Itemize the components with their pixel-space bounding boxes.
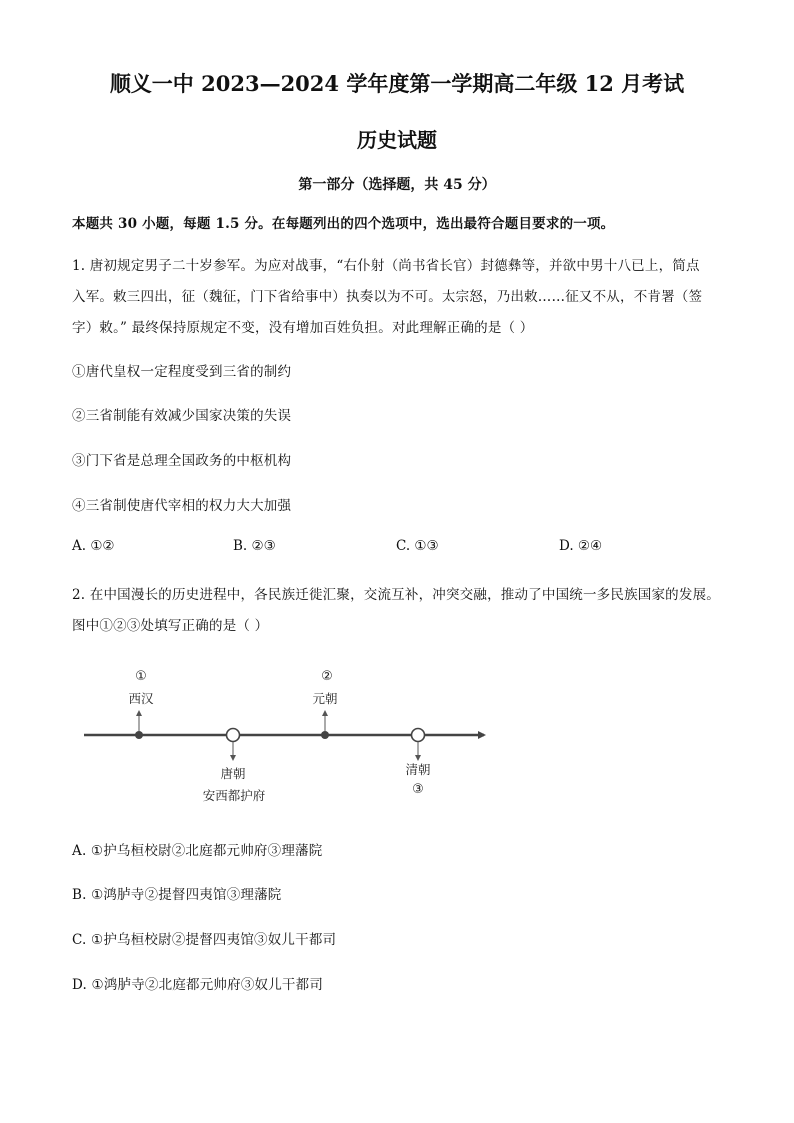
q1-stem-line-1: 1. 唐初规定男子二十岁参军。为应对战事，“右仆射（尚书省长官）封德彝等，并欲中男十八已上，简点 <box>72 258 700 274</box>
xihan-label: 西汉 <box>128 691 154 706</box>
q1-option-c[interactable]: C. ①③ <box>396 538 439 554</box>
q2-stem-line-2: 图中①②③处填写正确的是（ ） <box>72 618 269 634</box>
q1-statement-3: ③门下省是总理全国政务的中枢机构 <box>72 453 292 469</box>
q1-statement-1: ①唐代皇权一定程度受到三省的制约 <box>72 364 292 380</box>
q1-option-a[interactable]: A. ①② <box>72 538 115 554</box>
yuan-dot <box>321 731 329 739</box>
part-heading: 第一部分（选择题，共 45 分） <box>298 177 496 193</box>
xihan-marker: ① <box>135 669 147 684</box>
yuan-marker: ② <box>321 669 333 684</box>
q2-option-a[interactable]: A. ①护乌桓校尉②北庭都元帅府③理藩院 <box>72 843 323 859</box>
q1-option-d[interactable]: D. ②④ <box>559 538 603 554</box>
q1-statement-4: ④三省制使唐代宰相的权力大大加强 <box>72 498 292 514</box>
q1-stem-line-3: 字）敕。” 最终保持原规定不变，没有增加百姓负担。对此理解正确的是（ ） <box>72 320 534 336</box>
q2-option-d[interactable]: D. ①鸿胪寺②北庭都元帅府③奴儿干都司 <box>72 977 324 993</box>
tang-note: 安西都护府 <box>202 788 266 803</box>
subject-title: 历史试题 <box>357 128 437 152</box>
instruction-text: 本题共 30 小题，每题 1.5 分。在每题列出的四个选项中，选出最符合题目要求的一项。 <box>72 216 615 232</box>
q1-option-b[interactable]: B. ②③ <box>233 538 276 554</box>
tang-label: 唐朝 <box>220 766 246 781</box>
q2-option-b[interactable]: B. ①鸿胪寺②提督四夷馆③理藩院 <box>72 887 282 903</box>
q2-stem-line-1: 2. 在中国漫长的历史进程中，各民族迁徙汇聚，交流互补，冲突交融，推动了中国统一多民族国家的发展。 <box>72 587 720 603</box>
qing-marker: ③ <box>412 782 424 797</box>
q1-statement-2: ②三省制能有效减少国家决策的失误 <box>72 408 292 424</box>
xihan-dot <box>135 731 143 739</box>
tang-circle <box>227 729 240 742</box>
q1-stem-line-2: 入军。敕三四出，征（魏征，门下省给事中）执奏以为不可。太宗怒，乃出敕……征又不从，不肯署（签 <box>72 289 703 305</box>
yuan-label: 元朝 <box>312 691 338 706</box>
exam-title: 顺义一中 2023—2024 学年度第一学期高二年级 12 月考试 <box>109 71 685 96</box>
q2-option-c[interactable]: C. ①护乌桓校尉②提督四夷馆③奴儿干都司 <box>72 932 337 948</box>
qing-label: 清朝 <box>405 762 431 777</box>
qing-circle <box>412 729 425 742</box>
